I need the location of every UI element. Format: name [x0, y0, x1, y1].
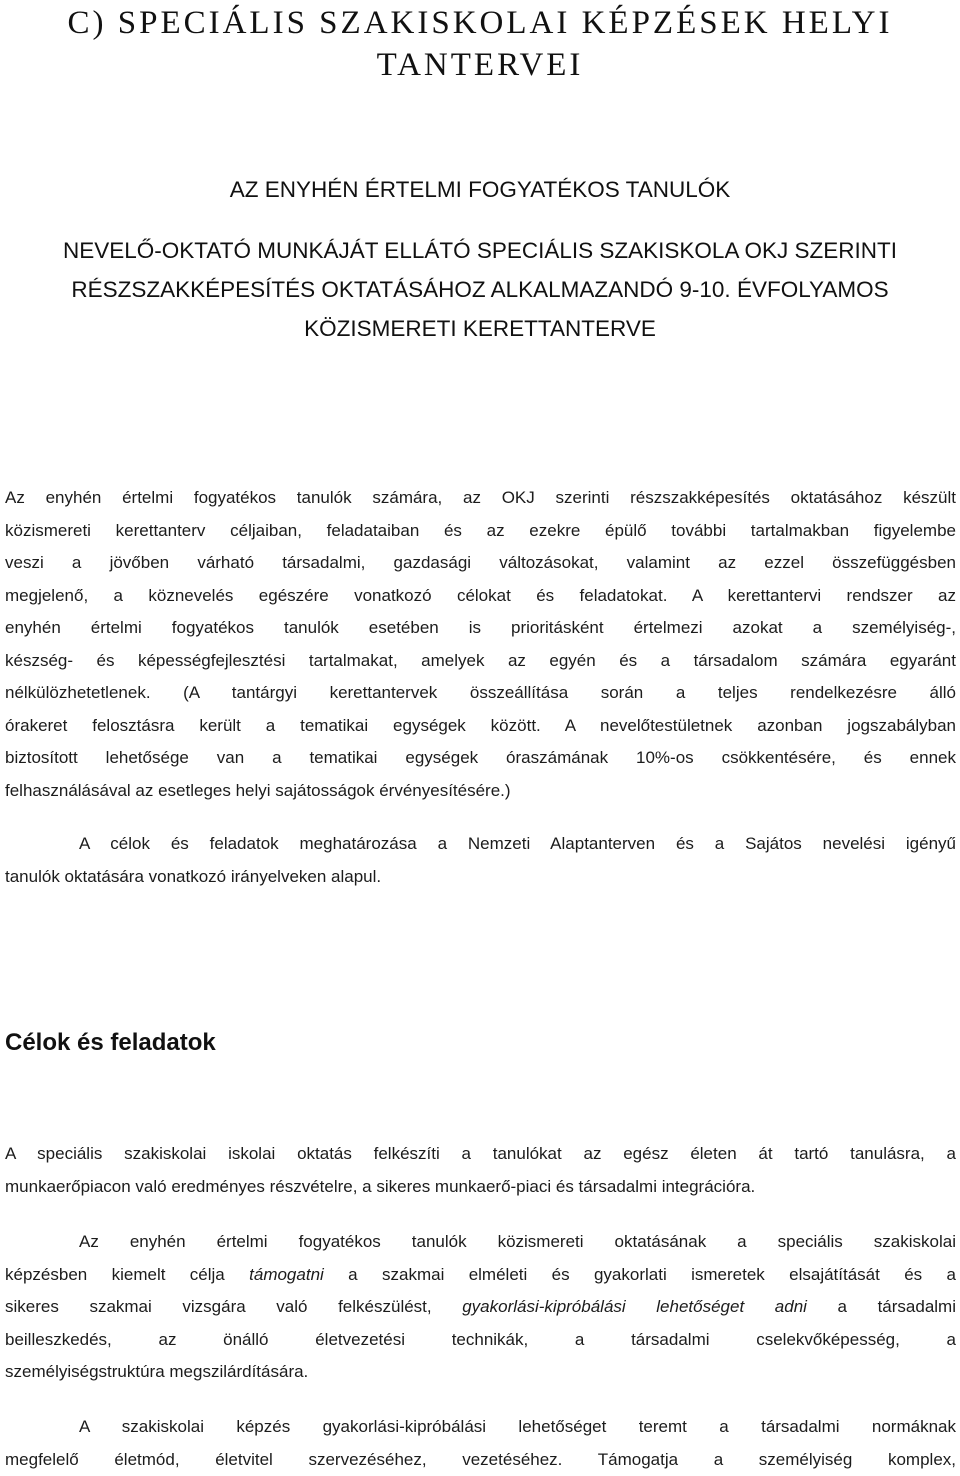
emphasized-text: támogatni [249, 1265, 324, 1284]
text-line: közismereti kerettanterv céljaiban, feladataiban és az ezekre épülő további tartalmakban figyelembe [5, 515, 956, 548]
subtitle-line: RÉSZSZAKKÉPESÍTÉS OKTATÁSÁHOZ ALKALMAZANDÓ 9-10. ÉVFOLYAMOS [0, 270, 960, 309]
text-line: munkaerőpiacon való eredményes részvételre, a sikeres munkaerő-piaci és társadalmi integrációra. [5, 1171, 956, 1204]
text-run: képzésben kiemelt célja [5, 1265, 249, 1284]
text-line: enyhén értelmi fogyatékos tanulók esetében is prioritásként értelmezi azokat a személyiség-, [5, 612, 956, 645]
text-line: nélkülözhetetlenek. (A tantárgyi kerettantervek összeállítása során a teljes rendelkezésre álló [5, 677, 956, 710]
curriculum-subtitle-detail [0, 231, 960, 348]
goals-paragraph-2 [5, 1226, 956, 1389]
document-title [0, 2, 960, 86]
document-title-line: C) SPECIÁLIS SZAKISKOLAI KÉPZÉSEK HELYI [0, 2, 960, 44]
text-run: sikeres szakmai vizsgára való felkészülést, [5, 1297, 462, 1316]
text-line: órakeret felosztásra került a tematikai egységek között. A nevelőtestületnek azonban jogszabályban [5, 710, 956, 743]
text-line: személyiségstruktúra megszilárdítására. [5, 1356, 956, 1389]
text-line: biztosított lehetősége van a tematikai egységek óraszámának 10%-os csökkentésére, és ennek [5, 742, 956, 775]
text-line [5, 1291, 956, 1324]
text-line: felhasználásával az esetleges helyi sajátosságok érvényesítésére.) [5, 775, 956, 808]
subtitle-line: KÖZISMERETI KERETTANTERVE [0, 309, 960, 348]
text-line: Az enyhén értelmi fogyatékos tanulók számára, az OKJ szerinti részszakképesítés oktatásához készült [5, 482, 956, 515]
text-line: A szakiskolai képzés gyakorlási-kipróbálási lehetőséget teremt a társadalmi normáknak [5, 1411, 956, 1444]
text-run: a társadalmi [807, 1297, 956, 1316]
text-line: megfelelő életmód, életvitel szervezéséhez, vezetéséhez. Támogatja a személyiség komplex, [5, 1444, 956, 1476]
section-heading: Célok és feladatok [5, 1025, 216, 1061]
emphasized-text: gyakorlási-kipróbálási lehetőséget adni [462, 1297, 807, 1316]
subtitle-line: NEVELŐ-OKTATÓ MUNKÁJÁT ELLÁTÓ SPECIÁLIS SZAKISKOLA OKJ SZERINTI [0, 231, 960, 270]
text-line: beilleszkedés, az önálló életvezetési technikák, a társadalmi cselekvőképesség, a [5, 1324, 956, 1357]
text-line: megjelenő, a köznevelés egészére vonatkozó célokat és feladatokat. A kerettantervi rendszer az [5, 580, 956, 613]
subtitle-line: AZ ENYHÉN ÉRTELMI FOGYATÉKOS TANULÓK [0, 171, 960, 209]
text-line: A célok és feladatok meghatározása a Nemzeti Alaptanterven és a Sajátos nevelési igényű [5, 828, 956, 861]
goals-paragraph-1 [5, 1138, 956, 1203]
text-line: készség- és képességfejlesztési tartalmakat, amelyek az egyén és a társadalom számára egyaránt [5, 645, 956, 678]
document-title-line: TANTERVEI [0, 44, 960, 86]
text-run: a szakmai elméleti és gyakorlati ismeretek elsajátítását és a [324, 1265, 956, 1284]
basis-paragraph [5, 828, 956, 893]
text-line [5, 1259, 956, 1292]
text-line: Az enyhén értelmi fogyatékos tanulók közismereti oktatásának a speciális szakiskolai [5, 1226, 956, 1259]
intro-paragraph [5, 482, 956, 807]
goals-paragraph-3 [5, 1411, 956, 1476]
text-line: A speciális szakiskolai iskolai oktatás felkészíti a tanulókat az egész életen át tartó tanulásra, a [5, 1138, 956, 1171]
text-line: veszi a jövőben várható társadalmi, gazdasági változásokat, valamint az ezzel összefüggésben [5, 547, 956, 580]
curriculum-subtitle [0, 171, 960, 209]
text-line: tanulók oktatására vonatkozó irányelveken alapul. [5, 861, 956, 894]
